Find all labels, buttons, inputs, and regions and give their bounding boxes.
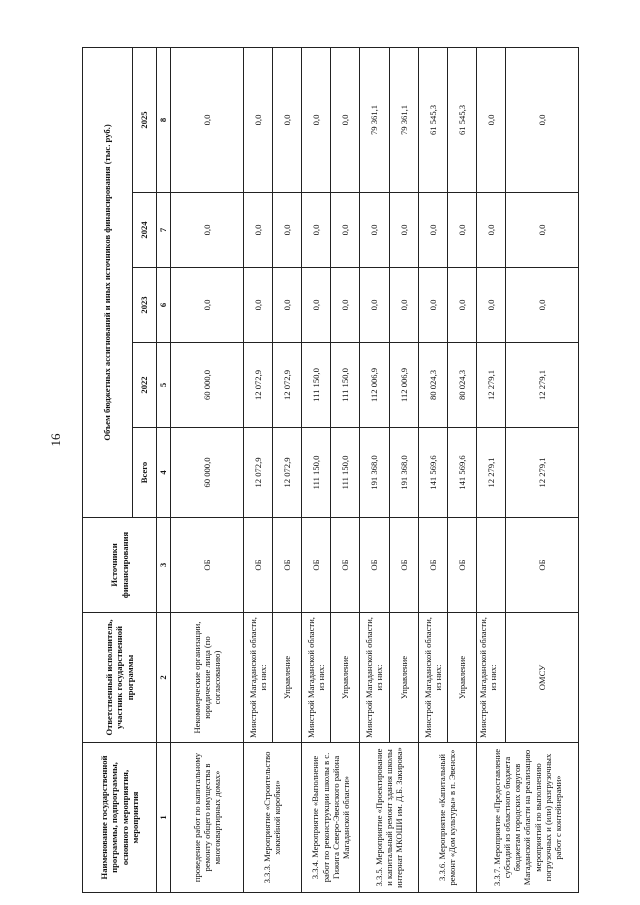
row-2022: 12 072,9 [243, 343, 272, 428]
row-2023: 0,0 [331, 268, 360, 343]
row-responsible: Управление [272, 613, 301, 743]
row-2025: 0,0 [272, 47, 301, 192]
row-2025: 0,0 [506, 47, 579, 192]
row-total: 111 150,0 [331, 428, 360, 518]
row-2024: 0,0 [360, 193, 389, 268]
row-name: 3.3.6. Мероприятие «Капитальный ремонт «Дом культуры» в п. Эвенск» [418, 743, 476, 893]
row-2024: 0,0 [447, 193, 476, 268]
column-number-4: 4 [157, 428, 171, 518]
row-total: 141 569,6 [447, 428, 476, 518]
row-name: проведение работ по капитальному ремонту общего имущества в многоквартирных домах» [171, 743, 244, 893]
table-row [171, 47, 244, 892]
row-2023: 0,0 [418, 268, 447, 343]
row-source [476, 518, 505, 613]
row-2023: 0,0 [243, 268, 272, 343]
row-total: 60 000,0 [171, 428, 244, 518]
row-responsible: Минстрой Магаданской области, из них: [243, 613, 272, 743]
header-name: Наименование государственной программы, подпрограммы, основного мероприятия, мероприятия [83, 743, 157, 893]
row-responsible: Некоммерческие организации, юридические лица (по согласованию) [171, 613, 244, 743]
row-source: ОБ [389, 518, 418, 613]
row-2022: 12 279,1 [476, 343, 505, 428]
row-source: ОБ [302, 518, 331, 613]
header-2023: 2023 [133, 268, 157, 343]
row-name: 3.3.3. Мероприятие «Строительство хоккейной коробки» [243, 743, 301, 893]
row-2024: 0,0 [389, 193, 418, 268]
row-2025: 0,0 [331, 47, 360, 192]
row-2023: 0,0 [476, 268, 505, 343]
row-responsible: Управление [389, 613, 418, 743]
row-2023: 0,0 [360, 268, 389, 343]
header-2025: 2025 [133, 47, 157, 192]
column-number-5: 5 [157, 343, 171, 428]
row-total: 191 368,0 [389, 428, 418, 518]
row-responsible: Минстрой Магаданской области, из них: [360, 613, 389, 743]
row-2022: 80 024,3 [447, 343, 476, 428]
row-source: ОБ [360, 518, 389, 613]
row-2025: 61 545,3 [447, 47, 476, 192]
row-total: 191 368,0 [360, 428, 389, 518]
table-row [302, 47, 331, 892]
header-responsible: Ответственный исполнитель, участник государственной программы [83, 613, 157, 743]
row-total: 141 569,6 [418, 428, 447, 518]
row-source: ОБ [447, 518, 476, 613]
column-number-6: 6 [157, 268, 171, 343]
row-2024: 0,0 [171, 193, 244, 268]
row-total: 12 072,9 [243, 428, 272, 518]
row-total: 12 072,9 [272, 428, 301, 518]
row-2024: 0,0 [243, 193, 272, 268]
row-total: 12 279,1 [476, 428, 505, 518]
row-2023: 0,0 [302, 268, 331, 343]
row-2022: 111 150,0 [302, 343, 331, 428]
row-responsible: Минстрой Магаданской области, из них: [418, 613, 447, 743]
row-responsible: Управление [331, 613, 360, 743]
row-2025: 0,0 [243, 47, 272, 192]
row-2023: 0,0 [447, 268, 476, 343]
row-total: 12 279,1 [506, 428, 579, 518]
row-2022: 60 000,0 [171, 343, 244, 428]
row-name: 3.3.4. Мероприятие «Выполнение работ по реконструкции школы в с. Гижига Северо-Эвенского района Магаданской области» [302, 743, 360, 893]
row-2025: 61 545,3 [418, 47, 447, 192]
row-responsible: Минстрой Магаданской области, из них: [476, 613, 505, 743]
row-source: ОБ [171, 518, 244, 613]
row-2022: 12 279,1 [506, 343, 579, 428]
page-number: 16 [48, 433, 63, 447]
row-responsible: Минстрой Магаданской области, из них: [302, 613, 331, 743]
header-2022: 2022 [133, 343, 157, 428]
header-volume: Объем бюджетных ассигнований и иных источников финансирования (тыс. руб.) [83, 47, 133, 517]
table-row [476, 47, 505, 892]
header-2024: 2024 [133, 193, 157, 268]
financing-table-wrapper [82, 48, 579, 893]
row-2022: 112 006,9 [360, 343, 389, 428]
row-2024: 0,0 [272, 193, 301, 268]
row-2024: 0,0 [506, 193, 579, 268]
table-row [360, 47, 389, 892]
row-2023: 0,0 [389, 268, 418, 343]
row-2022: 112 006,9 [389, 343, 418, 428]
row-2022: 80 024,3 [418, 343, 447, 428]
row-name: 3.3.7. Мероприятие «Предоставление субсидий из областного бюджета бюджетам городских округов Магаданской области на реализацию мероприятий по выполнению погрузочных и (или) разгрузочных работ с контейнерами» [476, 743, 578, 893]
column-number-3: 3 [157, 518, 171, 613]
row-total: 111 150,0 [302, 428, 331, 518]
column-number-7: 7 [157, 193, 171, 268]
row-2023: 0,0 [506, 268, 579, 343]
row-2024: 0,0 [476, 193, 505, 268]
row-responsible: ОМСУ [506, 613, 579, 743]
row-responsible: Управление [447, 613, 476, 743]
table-row [243, 47, 272, 892]
row-2024: 0,0 [302, 193, 331, 268]
row-2023: 0,0 [171, 268, 244, 343]
row-source: ОБ [243, 518, 272, 613]
row-source: ОБ [506, 518, 579, 613]
row-2024: 0,0 [418, 193, 447, 268]
row-2025: 0,0 [476, 47, 505, 192]
row-2025: 79 361,1 [389, 47, 418, 192]
row-2025: 0,0 [171, 47, 244, 192]
row-2024: 0,0 [331, 193, 360, 268]
row-name: 3.3.5. Мероприятие «Проектирование и капитальный ремонт здания школы интернат МКОШИ им. Д.Б. Закирова» [360, 743, 418, 893]
header-source: Источники финансирования [83, 518, 157, 613]
financing-table [82, 47, 579, 893]
column-number-1: 1 [157, 743, 171, 893]
row-source: ОБ [272, 518, 301, 613]
column-number-8: 8 [157, 47, 171, 192]
row-2022: 111 150,0 [331, 343, 360, 428]
row-2022: 12 072,9 [272, 343, 301, 428]
row-2025: 79 361,1 [360, 47, 389, 192]
table-row [418, 47, 447, 892]
row-source: ОБ [418, 518, 447, 613]
header-total: Всего [133, 428, 157, 518]
row-2025: 0,0 [302, 47, 331, 192]
column-number-2: 2 [157, 613, 171, 743]
row-source: ОБ [331, 518, 360, 613]
row-2023: 0,0 [272, 268, 301, 343]
